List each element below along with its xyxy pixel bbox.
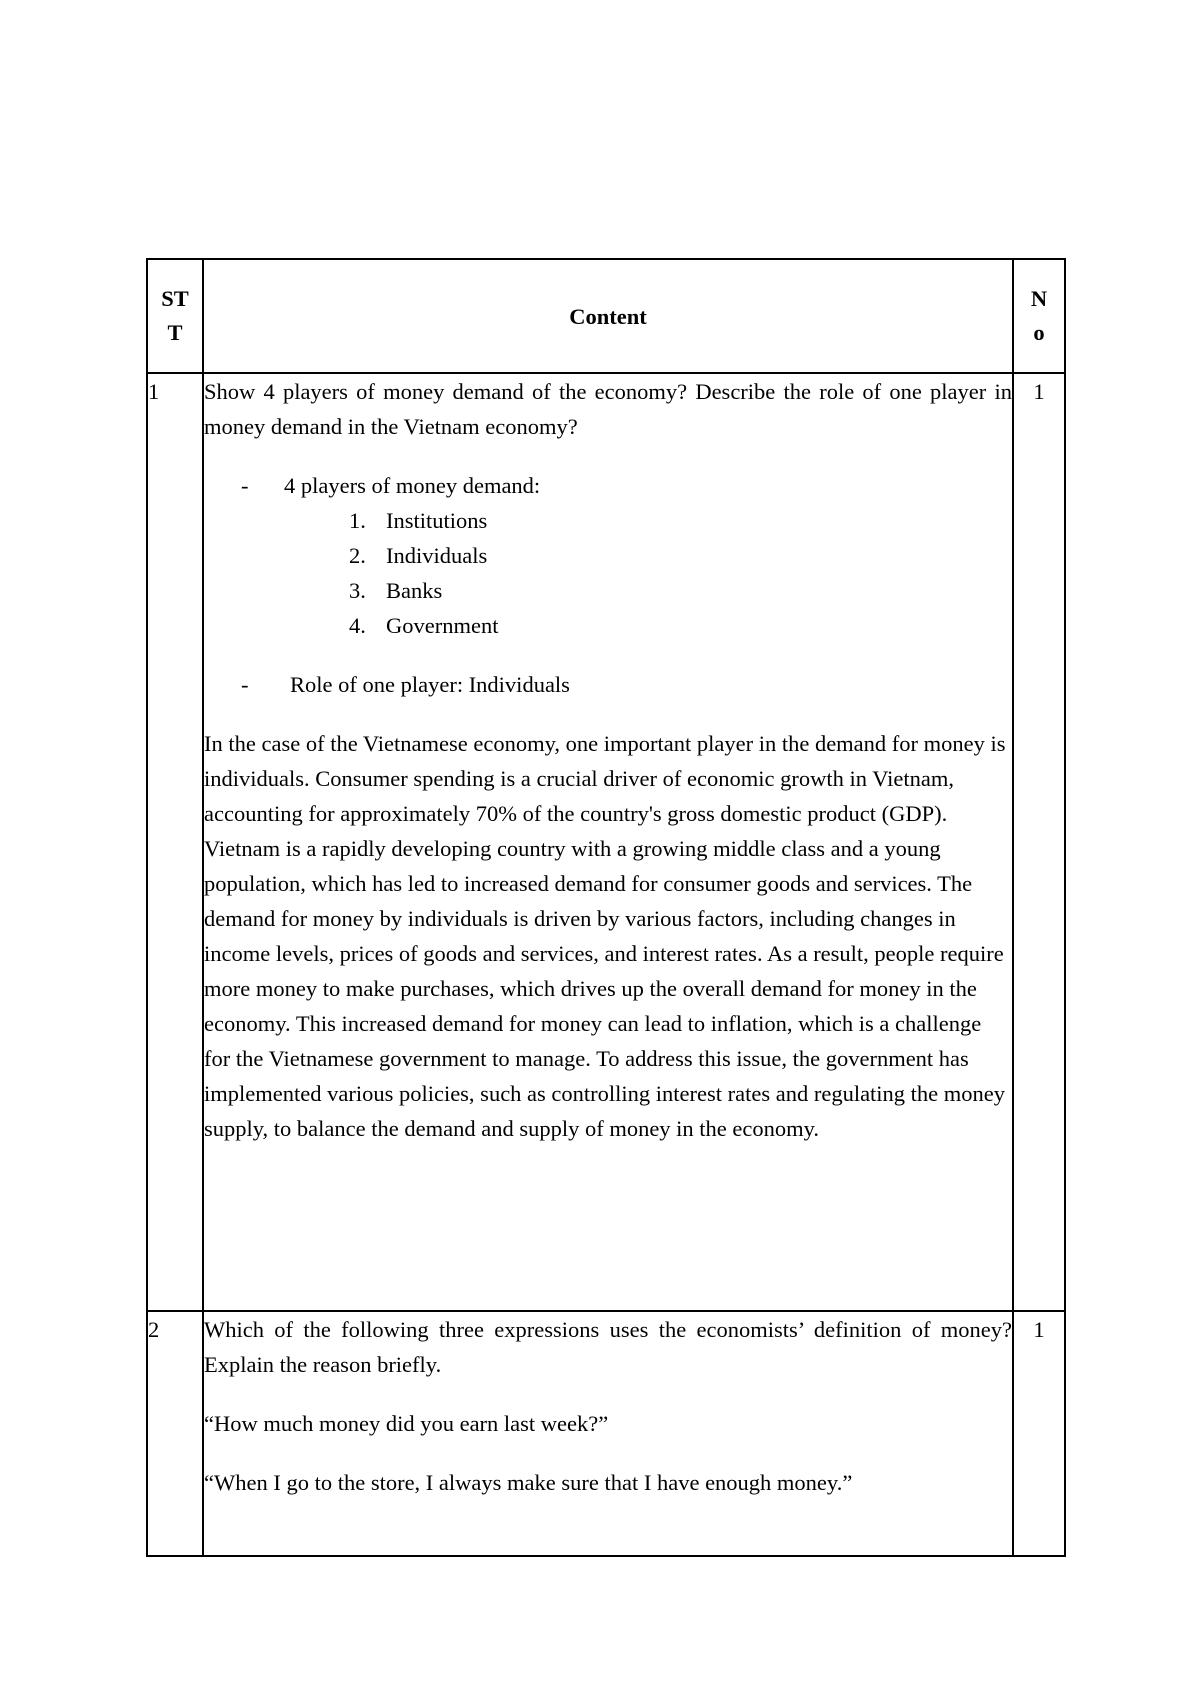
question-text: Show 4 players of money demand of the economy? Describe the role of one player in money demand in the Vietnam economy? [204, 379, 1012, 439]
dash-bullet: - [241, 672, 249, 697]
header-content: Content [203, 259, 1013, 373]
row-content [203, 1311, 1013, 1556]
question-table [146, 258, 1066, 1557]
row-stt: 2 [147, 1311, 203, 1556]
row-no: 1 [1013, 373, 1065, 1311]
row-content [203, 373, 1013, 1311]
table-header-row [147, 259, 1065, 373]
header-no: No [1013, 259, 1065, 373]
players-list [204, 503, 1012, 643]
players-heading: 4 players of money demand: [284, 473, 541, 498]
list-item: 3. Banks [349, 578, 443, 603]
list-item: 2. Individuals [349, 543, 488, 568]
table-row [147, 373, 1065, 1311]
header-stt: STT [147, 259, 203, 373]
answer-paragraph: In the case of the Vietnamese economy, one important player in the demand for money is individuals. Consumer spending is a crucial driver of economic growth in Vietnam, accounting for approximately 70% of the country's gross domestic product (GDP). Vietnam is a rapidly developing country with a growing middle class and a young population, which has led to increased demand for consumer goods and services. The demand for money by individuals is driven by various factors, including changes in income levels, prices of goods and services, and interest rates. As a result, people require more money to make purchases, which drives up the overall demand for money in the economy. This increased demand for money can lead to inflation, which is a challenge for the Vietnamese government to manage. To address this issue, the government has implemented various policies, such as controlling interest rates and regulating the money supply, to balance the demand and supply of money in the economy. [204, 731, 1006, 1141]
role-heading: Role of one player: Individuals [290, 672, 570, 697]
row-stt: 1 [147, 373, 203, 1311]
row-no: 1 [1013, 1311, 1065, 1556]
players-heading-item [204, 468, 1012, 503]
expression-quote: “When I go to the store, I always make sure that I have enough money.” [204, 1470, 853, 1495]
dash-bullet: - [241, 473, 249, 498]
expression-quote: “How much money did you earn last week?” [204, 1411, 609, 1436]
list-item: 1. Institutions [349, 508, 488, 533]
question-text: Which of the following three expressions uses the economists’ definition of money? Explain the reason briefly. [204, 1317, 1012, 1377]
role-heading-item [204, 667, 1012, 702]
list-item: 4. Government [349, 613, 499, 638]
table-row [147, 1311, 1065, 1556]
